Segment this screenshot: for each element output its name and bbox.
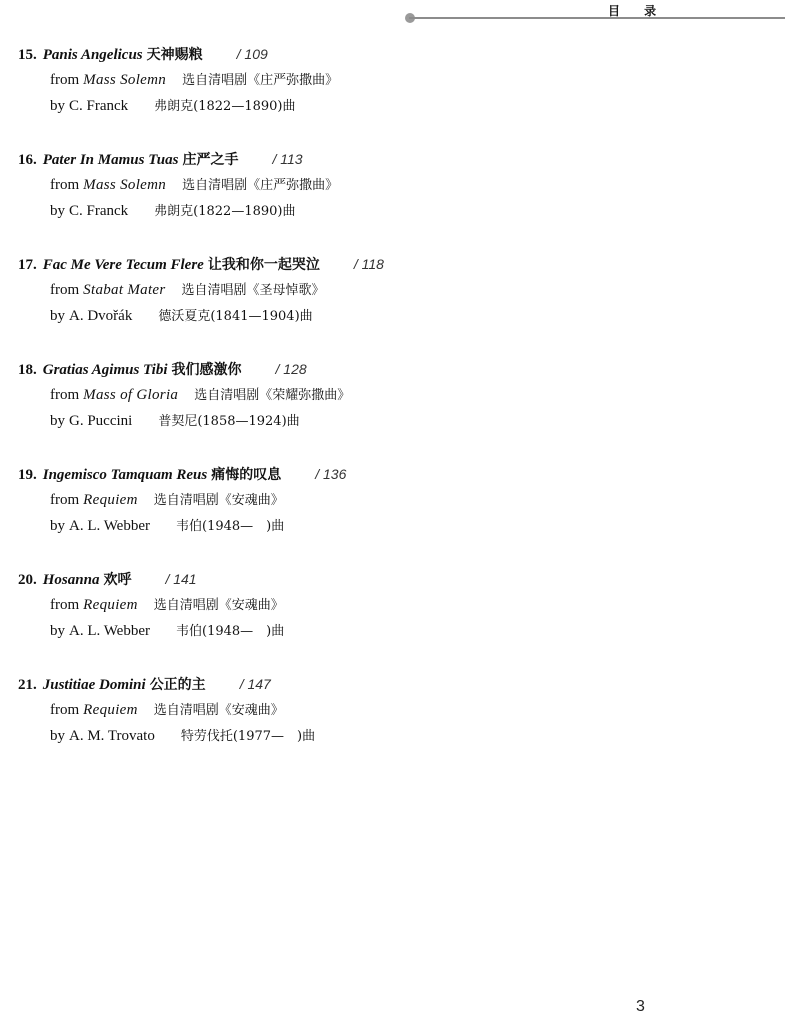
- entry-latin-title: Fac Me Vere Tecum Flere: [42, 257, 204, 273]
- entry-composer-line: [50, 517, 284, 536]
- entry-latin-title: Panis Angelicus: [42, 47, 143, 63]
- entry-work: Stabat Mater: [83, 282, 166, 298]
- entry-chinese-composer: 韦伯(1948— )曲: [176, 624, 285, 639]
- toc-entry[interactable]: [0, 40, 790, 145]
- by-label: by: [50, 623, 65, 639]
- entry-page-ref[interactable]: / 141: [165, 571, 197, 587]
- entry-number: 16.: [18, 152, 37, 168]
- entry-source-line: [50, 176, 338, 195]
- entry-chinese-source: 选自清唱剧《庄严弥撒曲》: [182, 178, 339, 193]
- toc-list: [0, 40, 790, 775]
- entry-page-ref[interactable]: / 128: [275, 361, 307, 377]
- entry-chinese-composer: 德沃夏克(1841—1904)曲: [158, 309, 313, 324]
- entry-title-line: [18, 465, 346, 484]
- from-label: from: [50, 702, 80, 718]
- entry-source-line: [50, 71, 338, 90]
- entry-chinese-composer: 普契尼(1858—1924)曲: [158, 414, 300, 429]
- entry-work: Requiem: [83, 597, 138, 613]
- toc-entry[interactable]: [0, 460, 790, 565]
- entry-composer-line: [50, 727, 315, 746]
- entry-chinese-title: 欢呼: [103, 572, 132, 588]
- entry-chinese-title: 让我和你一起哭泣: [207, 257, 320, 273]
- by-label: by: [50, 203, 65, 219]
- from-label: from: [50, 597, 80, 613]
- entry-chinese-title: 我们感激你: [171, 362, 242, 378]
- entry-work: Requiem: [83, 492, 138, 508]
- entry-chinese-composer: 特劳伐托(1977— )曲: [180, 729, 316, 744]
- by-label: by: [50, 413, 65, 429]
- entry-composer: G. Puccini: [69, 413, 133, 429]
- entry-chinese-source: 选自清唱剧《荣耀弥撒曲》: [194, 388, 351, 403]
- entry-composer-line: [50, 622, 284, 641]
- entry-number: 20.: [18, 572, 37, 588]
- entry-chinese-title: 痛悔的叹息: [211, 467, 282, 483]
- entry-composer: A. Dvořák: [69, 308, 133, 324]
- header-rule: [409, 17, 785, 19]
- toc-entry[interactable]: [0, 145, 790, 250]
- entry-chinese-composer: 弗朗克(1822—1890)曲: [154, 99, 296, 114]
- entry-latin-title: Gratias Agimus Tibi: [42, 362, 168, 378]
- entry-chinese-source: 选自清唱剧《庄严弥撒曲》: [182, 73, 339, 88]
- entry-number: 19.: [18, 467, 37, 483]
- entry-number: 18.: [18, 362, 37, 378]
- entry-work: Mass Solemn: [83, 177, 167, 193]
- entry-page-ref[interactable]: / 118: [353, 256, 384, 272]
- from-label: from: [50, 72, 80, 88]
- by-label: by: [50, 308, 65, 324]
- entry-composer-line: [50, 202, 295, 221]
- entry-number: 21.: [18, 677, 37, 693]
- entry-work: Requiem: [83, 702, 138, 718]
- entry-chinese-composer: 弗朗克(1822—1890)曲: [154, 204, 296, 219]
- entry-source-line: [50, 491, 284, 510]
- entry-work: Mass Solemn: [83, 72, 167, 88]
- header-title: 目 录: [608, 4, 667, 18]
- from-label: from: [50, 177, 80, 193]
- toc-entry[interactable]: [0, 250, 790, 355]
- entry-chinese-source: 选自清唱剧《圣母悼歌》: [181, 283, 325, 298]
- entry-chinese-source: 选自清唱剧《安魂曲》: [153, 703, 284, 718]
- entry-title-line: [18, 570, 197, 589]
- page-number: 3: [636, 998, 645, 1015]
- entry-latin-title: Pater In Mamus Tuas: [42, 152, 179, 168]
- entry-title-line: [18, 150, 303, 169]
- entry-chinese-source: 选自清唱剧《安魂曲》: [153, 598, 284, 613]
- entry-title-line: [18, 255, 384, 274]
- entry-page-ref[interactable]: / 113: [272, 151, 303, 167]
- entry-composer: C. Franck: [69, 98, 129, 114]
- from-label: from: [50, 282, 80, 298]
- by-label: by: [50, 518, 65, 534]
- by-label: by: [50, 98, 65, 114]
- entry-chinese-composer: 韦伯(1948— )曲: [176, 519, 285, 534]
- entry-chinese-source: 选自清唱剧《安魂曲》: [153, 493, 284, 508]
- entry-composer: C. Franck: [69, 203, 129, 219]
- from-label: from: [50, 492, 80, 508]
- from-label: from: [50, 387, 80, 403]
- entry-source-line: [50, 596, 284, 615]
- toc-entry[interactable]: [0, 355, 790, 460]
- entry-title-line: [18, 675, 271, 694]
- entry-page-ref[interactable]: / 147: [239, 676, 271, 692]
- entry-composer: A. M. Trovato: [69, 728, 155, 744]
- entry-composer-line: [50, 97, 295, 116]
- entry-title-line: [18, 360, 307, 379]
- entry-source-line: [50, 386, 350, 405]
- entry-composer-line: [50, 412, 300, 431]
- entry-page-ref[interactable]: / 109: [236, 46, 268, 62]
- entry-title-line: [18, 45, 268, 64]
- entry-latin-title: Hosanna: [42, 572, 100, 588]
- entry-work: Mass of Gloria: [83, 387, 179, 403]
- entry-chinese-title: 公正的主: [149, 677, 206, 693]
- entry-source-line: [50, 701, 284, 720]
- entry-number: 17.: [18, 257, 37, 273]
- by-label: by: [50, 728, 65, 744]
- entry-chinese-title: 天神赐粮: [146, 47, 203, 63]
- entry-latin-title: Justitiae Domini: [42, 677, 146, 693]
- entry-latin-title: Ingemisco Tamquam Reus: [42, 467, 208, 483]
- toc-entry[interactable]: [0, 670, 790, 775]
- entry-chinese-title: 庄严之手: [182, 152, 239, 168]
- entry-composer: A. L. Webber: [69, 623, 150, 639]
- toc-entry[interactable]: [0, 565, 790, 670]
- entry-composer: A. L. Webber: [69, 518, 150, 534]
- entry-page-ref[interactable]: / 136: [315, 466, 347, 482]
- entry-number: 15.: [18, 47, 37, 63]
- entry-composer-line: [50, 307, 313, 326]
- entry-source-line: [50, 281, 325, 300]
